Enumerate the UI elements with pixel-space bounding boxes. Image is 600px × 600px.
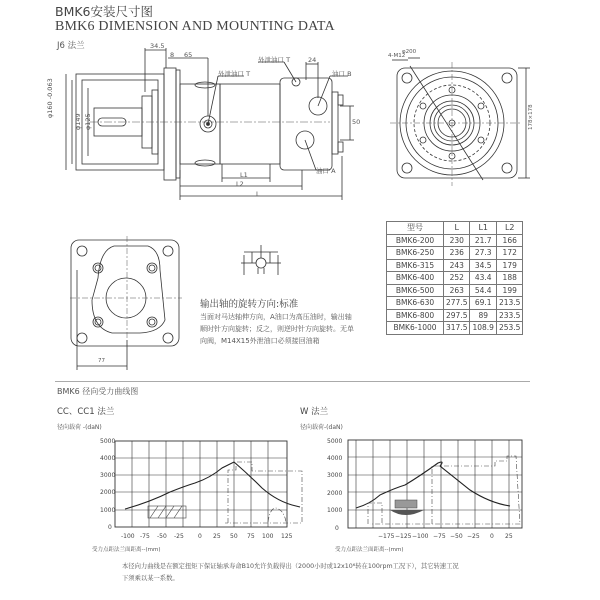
rotation-line-1: 当面对马达轴伸方向，A油口为高压油时，输出轴 <box>200 313 352 321</box>
cell-L1: 89 <box>470 309 496 322</box>
dim-dia-160: φ160 -0.063 <box>46 78 54 118</box>
dim-178: 178×178 <box>528 104 534 130</box>
dim-L2: L2 <box>236 180 244 188</box>
callout-pcd-200: φ200 <box>402 49 417 55</box>
cell-L2: 253.5 <box>496 322 522 335</box>
title-en: BMK6 DIMENSION AND MOUNTING DATA <box>55 19 335 34</box>
dim-dia-125: φ125 <box>84 113 92 130</box>
header-L: L <box>444 222 470 235</box>
cell-L: 277.5 <box>444 297 470 310</box>
svg-text:0: 0 <box>490 533 494 540</box>
svg-text:50: 50 <box>230 533 238 540</box>
dim-dia-149: φ149 <box>74 113 82 130</box>
dim-8: 8 <box>170 51 175 59</box>
svg-text:2000: 2000 <box>327 490 343 497</box>
cell-L: 243 <box>444 259 470 272</box>
cell-L: 252 <box>444 272 470 285</box>
cell-L2: 213.5 <box>496 297 522 310</box>
svg-text:-50: -50 <box>157 533 167 540</box>
cell-L1: 21.7 <box>470 234 496 247</box>
svg-text:4000: 4000 <box>100 455 116 462</box>
svg-text:0: 0 <box>335 525 339 532</box>
dim-L: L <box>256 190 260 198</box>
cell-L: 236 <box>444 247 470 260</box>
title-cn: BMK6安装尺寸图 <box>55 4 154 19</box>
chart-cc-title: CC、CC1 法兰 <box>57 407 115 417</box>
rotation-line-2: 顺时针方向旋转；反之，则逆时针方向旋转。无单 <box>200 325 354 333</box>
cell-L1: 27.3 <box>470 247 496 260</box>
svg-text:-25: -25 <box>174 533 184 540</box>
cell-L: 297.5 <box>444 309 470 322</box>
svg-text:−100: −100 <box>412 533 429 540</box>
svg-text:0: 0 <box>108 524 112 531</box>
cell-L1: 108.9 <box>470 322 496 335</box>
chart-w-ylabel: 径向载荷-(daN) <box>300 424 343 431</box>
cell-L2: 166 <box>496 234 522 247</box>
cell-L2: 179 <box>496 259 522 272</box>
y-tick: 5000 <box>100 438 116 445</box>
chart-w-xlabel: 受力点距法兰面距离--(mm) <box>335 547 404 553</box>
cell-L1: 43.4 <box>470 272 496 285</box>
svg-text:3000: 3000 <box>327 472 343 479</box>
cell-model: BMK6-800 <box>387 309 444 322</box>
dim-34-5: 34.5 <box>150 42 165 50</box>
cell-model: BMK6-500 <box>387 284 444 297</box>
svg-text:0: 0 <box>198 533 202 540</box>
chart-cc-xlabel: 受力点距法兰面距离--(mm) <box>92 547 161 553</box>
callout-port-a: 油口 A <box>316 167 336 175</box>
chart-cc-ylabel: 径向载荷 -(daN) <box>57 424 102 431</box>
svg-text:−25: −25 <box>467 533 480 540</box>
cell-L2: 233.5 <box>496 309 522 322</box>
dim-24: 24 <box>308 56 317 64</box>
radial-note-line-1: 本径向力曲线是在额定扭矩下保证轴承寿命B10允许负载得出（2000小时或12x10⁶转在100rpm工况下），其它转速工况 <box>122 563 459 570</box>
cell-model: BMK6-630 <box>387 297 444 310</box>
svg-text:100: 100 <box>262 533 274 540</box>
rotation-title: 输出轴的旋转方向:标准 <box>200 299 299 310</box>
cell-model: BMK6-250 <box>387 247 444 260</box>
svg-text:4000: 4000 <box>327 455 343 462</box>
svg-text:75: 75 <box>247 533 255 540</box>
dim-65: 65 <box>184 51 193 59</box>
cell-L1: 34.5 <box>470 259 496 272</box>
rotation-line-3: 向阀，M14X15外泄油口必须接回油箱 <box>200 337 320 345</box>
cell-L1: 69.1 <box>470 297 496 310</box>
svg-text:−175: −175 <box>378 533 395 540</box>
dim-77: 77 <box>98 358 105 364</box>
svg-text:−125: −125 <box>395 533 412 540</box>
header-L2: L2 <box>496 222 522 235</box>
cell-L2: 172 <box>496 247 522 260</box>
cell-L: 230 <box>444 234 470 247</box>
svg-text:−50: −50 <box>450 533 463 540</box>
svg-text:25: 25 <box>213 533 221 540</box>
cell-L2: 188 <box>496 272 522 285</box>
cell-L1: 54.4 <box>470 284 496 297</box>
cell-model: BMK6-315 <box>387 259 444 272</box>
callout-drain-port-t: 外泄油口 T <box>218 70 251 78</box>
svg-text:5000: 5000 <box>327 438 343 445</box>
svg-text:125: 125 <box>281 533 293 540</box>
svg-text:3000: 3000 <box>100 472 116 479</box>
header-L1: L1 <box>470 222 496 235</box>
header-model: 型号 <box>387 222 444 235</box>
svg-text:25: 25 <box>505 533 513 540</box>
radial-section-title: BMK6 径向受力曲线图 <box>57 387 139 396</box>
chart-w-title: W 法兰 <box>300 407 329 417</box>
callout-port-b: 油口 B <box>332 70 352 78</box>
callout-drain-port-t-top: 外泄油口 T <box>258 56 291 64</box>
svg-text:1000: 1000 <box>100 507 116 514</box>
svg-text:-100: -100 <box>121 533 135 540</box>
callout-4-m12: 4-M12 <box>388 53 406 59</box>
cell-L2: 199 <box>496 284 522 297</box>
cell-L: 263 <box>444 284 470 297</box>
svg-text:−75: −75 <box>433 533 446 540</box>
radial-note <box>122 561 542 585</box>
svg-text:-75: -75 <box>140 533 150 540</box>
cell-model: BMK6-1000 <box>387 322 444 335</box>
cell-L: 317.5 <box>444 322 470 335</box>
svg-text:2000: 2000 <box>100 489 116 496</box>
dim-50: 50 <box>352 118 361 126</box>
dim-L1: L1 <box>240 171 248 179</box>
cell-model: BMK6-200 <box>387 234 444 247</box>
cell-model: BMK6-400 <box>387 272 444 285</box>
svg-text:1000: 1000 <box>327 507 343 514</box>
flange-label: J6 法兰 <box>57 41 85 51</box>
radial-note-line-2: 下须乘以某一系数。 <box>122 575 179 582</box>
